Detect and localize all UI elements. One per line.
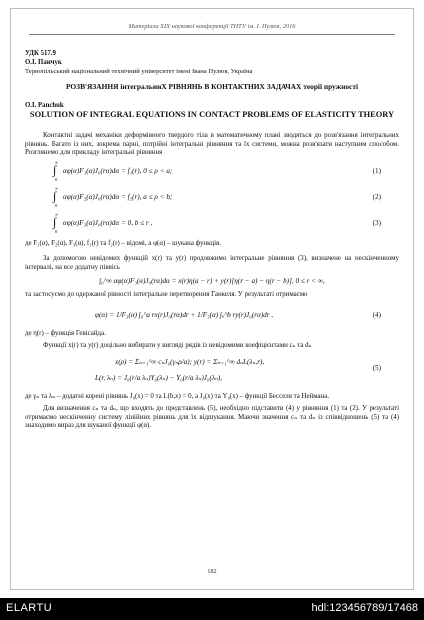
eq5-line-1: x(ρ) = Σₙ₌₁^∞ cₙJ₀(γₙρ/a); y(r) = Σₙ₌₁^∞ dₙL(λₙ,r), xyxy=(115,357,265,366)
eq2-lower-limit: 0 xyxy=(55,202,58,208)
paragraph-series: Функції x(r) та y(r) доцільно вибирати у вигляді рядів із невідомими коефіцієнтами cₙ та dₙ xyxy=(43,342,312,349)
integral-sign: ∫ xyxy=(53,188,57,203)
author-en: O.I. Panchuk xyxy=(25,102,64,109)
eq3-upper-limit: ∞ xyxy=(55,211,59,217)
paragraph-known-functions: де F₁(α), F₂(α), F₃(α), f₁(r) та f₂(r) – відомі, а φ(α) – шукана функція. xyxy=(25,239,221,247)
paragraph-continuation: За допомогою невідомих функцій x(r) та y(r) продовжимо інтегральне рівняння (3), визначене на нескінченному інтервалі, на все додатну піввісь xyxy=(25,255,399,271)
equation-1 xyxy=(25,159,399,184)
paragraph-roots: де γₙ та λₙ – додатні корені рівнянь J₀(x) = 0 та L(b,x) = 0, а J₀(x) та Y₀(x) – функції Бесселя та Неймана. xyxy=(25,392,330,400)
eq2-number: (2) xyxy=(372,192,381,201)
running-header: Матеріали XIX наукової конференції ТНТУ ім. І. Пулюя, 2016 xyxy=(128,23,296,30)
equation-4 xyxy=(25,306,399,326)
equation-continuation: ∫₀^∞ αφ(α)F₃(α)J₀(rα)dα = x(r)η(a − r) + y(r)[η(r − a) − η(r − b)], 0 ≤ r < ∞, xyxy=(99,277,325,285)
paragraph-heaviside: де η(r) – функція Гевісайда. xyxy=(25,329,106,337)
eq3-lower-limit: 0 xyxy=(55,228,58,234)
eq3-number: (3) xyxy=(372,218,381,227)
article-content xyxy=(25,49,399,431)
integral-sign: ∫ xyxy=(53,214,57,229)
eq5-line-2: L(r, λₙ) = J₀(r/a λₙ)Y₀(λₙ) − Y₀(r/a λₙ)J₀(λₙ), xyxy=(95,373,223,382)
affiliation: Тернопільський національний технічний університет імені Івана Пулюя, Україна xyxy=(25,68,253,75)
integral-sign: ∫ xyxy=(53,162,57,177)
eq4-body: φ(α) = 1/F₃(α) ∫₀^a rx(r)J₀(rα)dr + 1/F₃(α) ∫ₐ^b ry(r)J₀(rα)dr , xyxy=(95,310,274,319)
handle-link[interactable]: hdl:123456789/17468 xyxy=(311,602,418,614)
page-number: 182 xyxy=(207,568,217,575)
udc-code: УДК 517.9 xyxy=(25,50,56,57)
equation-2 xyxy=(25,185,399,210)
paragraph-conclusion: Для визначення cₙ та dₙ, що входять до представлень (5), необхідно підставити (4) у рівняння (1) та (2). У результаті отримаємо нескінченну систему лінійних рівнянь для їх відшукання. Маючи значення cₙ та dₙ із співвідношень (5) та (4) знаходимо вираз для шуканої функції φ(α). xyxy=(25,405,399,429)
author-ua: О.І. Панчук xyxy=(25,59,62,66)
repository-name: ELARTU xyxy=(6,602,53,614)
document-page xyxy=(10,8,414,590)
eq1-number: (1) xyxy=(372,166,381,175)
eq4-number: (4) xyxy=(372,310,381,319)
eq2-body: αφ(α)F₂(α)J₀(rα)dα = f₂(r), a ≤ ρ < b; xyxy=(63,192,173,201)
paragraph-hankel: та застосуємо до одержаної рівності інтегральне перетворення Ганкеля. У результаті отримаємо xyxy=(25,291,308,298)
eq5-number: (5) xyxy=(372,363,381,372)
title-en: SOLUTION OF INTEGRAL EQUATIONS IN CONTACT PROBLEMS OF ELASTICITY THEORY xyxy=(29,110,395,119)
equation-3 xyxy=(25,211,399,236)
eq2-upper-limit: ∞ xyxy=(55,185,59,191)
eq1-lower-limit: 0 xyxy=(55,176,58,182)
header-rule xyxy=(29,34,395,35)
title-ua: РОЗВ'ЯЗАННЯ інтегральниХ РІВНЯНЬ В КОНТАКТНИХ ЗАДАЧАХ теорії пружності xyxy=(65,82,359,91)
paragraph-intro: Контактні задачі механіки деформівного твердого тіла в математичному плані зводяться до розв'язання інтегральних рівнянь. Багато із них, зокрема парні, потрійні інтегральні рівняння та їх системи, можна розв'язати наступним способом. Розглянемо для прикладу інтегральні рівняння xyxy=(25,132,399,156)
equation-5 xyxy=(25,355,399,389)
eq1-body: αφ(α)F₁(α)J₀(rα)dα = f₁(r), 0 ≤ ρ < a; xyxy=(63,166,173,175)
eq3-body: αφ(α)F₃(α)J₀(rα)dα = 0, b ≤ r , xyxy=(63,218,153,227)
eq1-upper-limit: ∞ xyxy=(55,159,59,165)
repository-footer xyxy=(0,598,424,620)
